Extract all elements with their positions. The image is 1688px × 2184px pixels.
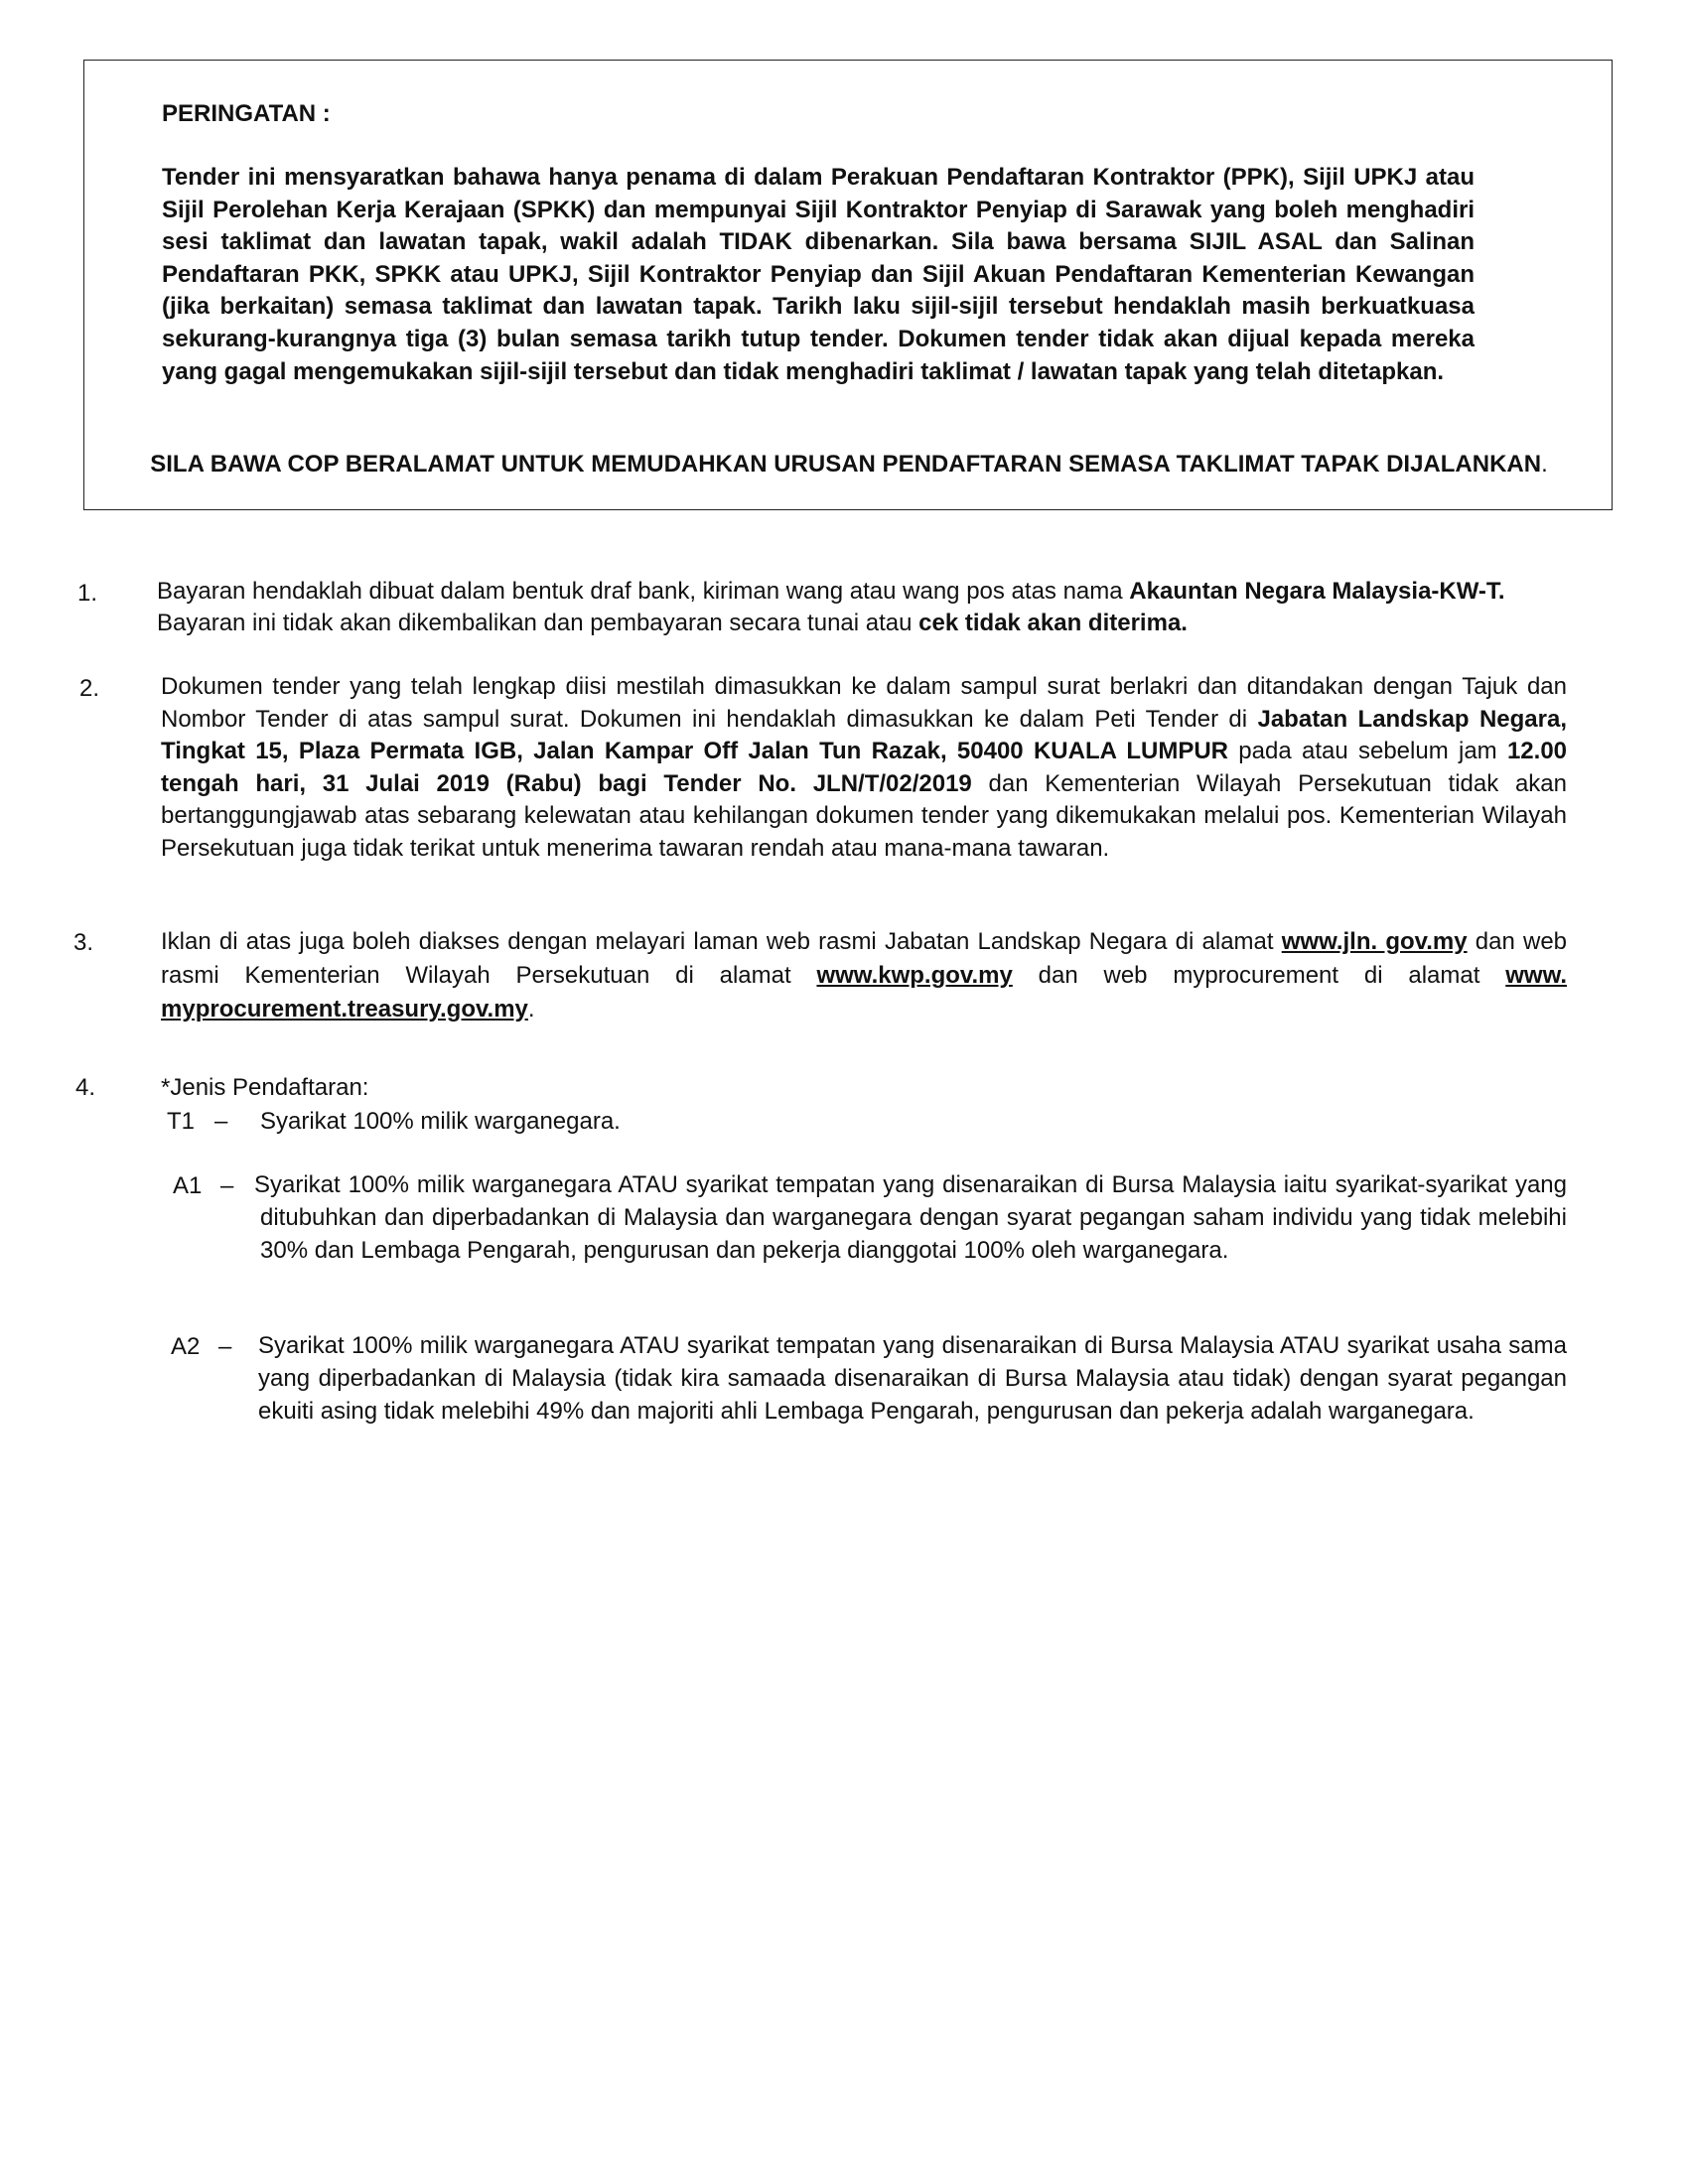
type-a2-code: A2 bbox=[171, 1333, 201, 1360]
item-1-number: 1. bbox=[77, 580, 98, 607]
item-2-text-c: dan Kementerian Wilayah Persekutuan tidak akan bertanggungjawab atas sebarang kelewatan atau kehilangan dokumen tender yang dikemukakan melalui pos. Kementerian Wilayah Persekutuan juga tidak terikat untuk menerima tawaran rendah atau mana-mana tawaran. bbox=[161, 769, 1568, 862]
type-t1-code: T1 bbox=[167, 1108, 196, 1135]
item-3-text-a: Iklan di atas juga boleh diakses dengan melayari laman web rasmi Jabatan Landskap Negara di alamat bbox=[161, 928, 1282, 955]
item-3-text-d: . bbox=[527, 996, 535, 1023]
warning-bottom-note bbox=[104, 448, 1594, 480]
jln-website-link-text: www.jln. gov.my bbox=[1281, 928, 1468, 955]
item-1-text bbox=[157, 576, 1565, 639]
warning-title: PERINGATAN : bbox=[162, 100, 331, 127]
item-3-text bbox=[161, 925, 1567, 1026]
type-a2-text: Syarikat 100% milik warganegara ATAU syarikat tempatan yang disenaraikan di Bursa Malaysia ATAU syarikat usaha sama yang diperbadankan di Malaysia (tidak kira samaada disenaraikan di Bursa Malaysia atau tidak) dengan syarat pegangan ekuiti asing tidak melebihi 49% dan majoriti ahli Lembaga Pengarah, pengurusan dan pekerja adalah warganegara. bbox=[258, 1332, 1567, 1425]
item-2-text bbox=[161, 671, 1567, 866]
item-1-text-a: Bayaran hendaklah dibuat dalam bentuk draf bank, kiriman wang atau wang pos atas nama bbox=[157, 578, 1130, 605]
warning-bottom-text: SILA BAWA COP BERALAMAT UNTUK MEMUDAHKAN URUSAN PENDAFTARAN SEMASA TAKLIMAT TAPAK DIJALANKAN bbox=[150, 451, 1542, 478]
item-4-number: 4. bbox=[75, 1074, 96, 1101]
item-2-number: 2. bbox=[79, 675, 100, 702]
item-3-text-c: dan web myprocurement di alamat bbox=[1012, 962, 1506, 989]
kwp-website-link[interactable] bbox=[816, 962, 1012, 989]
item-2-text-a: Dokumen tender yang telah lengkap diisi mestilah dimasukkan ke dalam sampul surat berlakri dan ditandakan dengan Tajuk dan Nombor Tender di atas sampul surat. Dokumen ini hendaklah dimasukkan ke dalam Peti Tender di bbox=[161, 673, 1567, 733]
type-a2-dash: – bbox=[218, 1333, 232, 1360]
item-3-number: 3. bbox=[73, 929, 94, 956]
item-1-cheque-note: cek tidak akan diterima. bbox=[918, 610, 1188, 636]
warning-bottom-period: . bbox=[1541, 451, 1548, 478]
item-3-text-b: dan web rasmi Kementerian Wilayah Persekutuan di alamat bbox=[161, 928, 1568, 989]
type-a1-dash: – bbox=[220, 1172, 234, 1199]
type-a1-code: A1 bbox=[173, 1172, 203, 1199]
warning-box bbox=[83, 60, 1613, 510]
jln-website-link[interactable] bbox=[1282, 928, 1468, 955]
item-2-text-b: pada atau sebelum jam bbox=[1228, 738, 1507, 765]
item-2-address: Jabatan Landskap Negara, Tingkat 15, Plaza Permata IGB, Jalan Kampar Off Jalan Tun Razak, 50400 KUALA LUMPUR bbox=[161, 705, 1567, 765]
type-t1-dash: – bbox=[214, 1108, 228, 1135]
kwp-website-link-text: www.kwp.gov.my bbox=[816, 962, 1013, 989]
item-1-payee: Akauntan Negara Malaysia-KW-T. bbox=[1129, 578, 1505, 605]
myprocurement-link-text: www. myprocurement.treasury.gov.my bbox=[161, 962, 1568, 1023]
type-a1-text: Syarikat 100% milik warganegara ATAU syarikat tempatan yang disenaraikan di Bursa Malaysia iaitu syarikat-syarikat yang ditubuhkan dan diperbadankan di Malaysia dan warganegara dengan syarat pegangan saham individu yang tidak melebihi 30% dan Lembaga Pengarah, pengurusan dan pekerja dianggotai 100% oleh warganegara. bbox=[254, 1171, 1567, 1264]
item-2-deadline: 12.00 tengah hari, 31 Julai 2019 (Rabu) bagi Tender No. JLN/T/02/2019 bbox=[161, 738, 1568, 797]
item-1-text-b: Bayaran ini tidak akan dikembalikan dan pembayaran secara tunai atau bbox=[157, 610, 919, 636]
warning-body: Tender ini mensyaratkan bahawa hanya penama di dalam Perakuan Pendaftaran Kontraktor (PPK), Sijil UPKJ atau Sijil Perolehan Kerja Kerajaan (SPKK) dan mempunyai Sijil Kontraktor Penyiap di Sarawak yang boleh menghadiri sesi taklimat dan lawatan tapak, wakil adalah TIDAK dibenarkan. Sila bawa bersama SIJIL ASAL dan Salinan Pendaftaran PKK, SPKK atau UPKJ, Sijil Kontraktor Penyiap dan Sijil Akuan Pendaftaran Kementerian Kewangan (jika berkaitan) semasa taklimat dan lawatan tapak. Tarikh laku sijil-sijil tersebut hendaklah masih berkuatkuasa sekurang-kurangnya tiga (3) bulan semasa tarikh tutup tender. Dokumen tender tidak akan dijual kepada mereka yang gagal mengemukakan sijil-sijil tersebut dan tidak menghadiri taklimat / lawatan tapak yang telah ditetapkan. bbox=[162, 164, 1475, 385]
registration-type-heading: *Jenis Pendaftaran: bbox=[161, 1074, 369, 1101]
type-t1-text: Syarikat 100% milik warganegara. bbox=[260, 1108, 621, 1135]
